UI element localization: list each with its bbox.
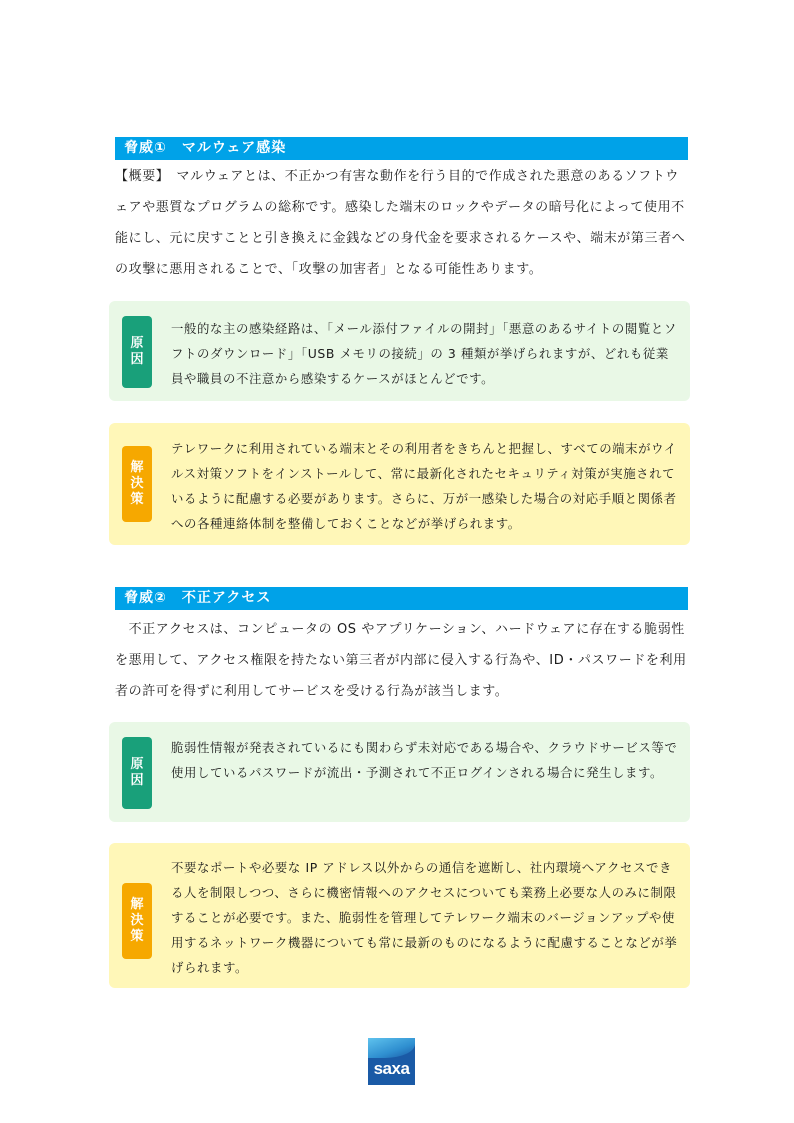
solution-box-malware [109,423,690,545]
logo-wave-icon [368,1038,415,1058]
saxa-logo [368,1038,415,1085]
overview-unauthorized-access: 不正アクセスは、コンピュータの OS やアプリケーション、ハードウェアに存在する脆弱性を悪用して、アクセス権限を持たない第三者が内部に侵入する行為や、ID・パスワードを利用者の許可を得ずに利用してサービスを受ける行為が該当します。 [115,622,687,699]
cause-badge-char: 因 [130,352,144,367]
solution-text-malware: テレワークに利用されている端末とその利用者をきちんと把握し、すべての端末がウイルス対策ソフトをインストールして、常に最新化されたセキュリティ対策が実施されているように配慮する必要があります。さらに、万が一感染した場合の対応手順と関係者への各種連絡体制を整備しておくことなどが挙げられます。 [171,441,677,531]
solution-badge [122,446,152,522]
solution-badge-char: 決 [130,476,144,491]
logo-text: saxa [373,1058,410,1078]
cause-box-unauthorized-access [109,722,690,822]
cause-box-malware [109,301,690,401]
cause-badge [122,316,152,388]
solution-badge-char: 解 [130,460,144,475]
solution-badge-char: 決 [130,913,144,928]
solution-badge-char: 解 [130,897,144,912]
overview-malware: 【概要】 マルウェアとは、不正かつ有害な動作を行う目的で作成された悪意のあるソフトウェアや悪質なプログラムの総称です。感染した端末のロックやデータの暗号化によって使用不能にし、元に戻すことと引き換えに金銭などの身代金を要求されるケースや、端末が第三者への攻撃に悪用されることで、「攻撃の加害者」となる可能性あります。 [115,169,686,277]
solution-badge [122,883,152,959]
cause-text-unauthorized-access: 脆弱性情報が発表されているにも関わらず未対応である場合や、クラウドサービス等で使用しているパスワードが流出・予測されて不正ログインされる場合に発生します。 [171,740,678,780]
cause-text-malware: 一般的な主の感染経路は、「メール添付ファイルの開封」「悪意のあるサイトの閲覧とソフトのダウンロード」「USB メモリの接続」の 3 種類が挙げられますが、どれも従業員や職員の不注意から感染するケースがほとんどです。 [171,321,677,386]
cause-badge [122,737,152,809]
cause-badge-char: 原 [130,757,144,772]
section-header-unauthorized-access: 脅威② 不正アクセス [115,587,688,610]
cause-badge-char: 原 [130,336,144,351]
solution-badge-char: 策 [130,929,144,944]
solution-badge-char: 策 [130,492,144,507]
section-header-malware: 脅威① マルウェア感染 [115,137,688,160]
solution-text-unauthorized-access: 不要なポートや必要な IP アドレス以外からの通信を遮断し、社内環境へアクセスできる人を制限しつつ、さらに機密情報へのアクセスについても業務上必要な人のみに制限することが必要です。また、脆弱性を管理してテレワーク端末のバージョンアップや使用するネットワーク機器についても常に最新のものになるように配慮することなどが挙げられます。 [171,860,678,975]
solution-box-unauthorized-access [109,843,690,988]
cause-badge-char: 因 [130,773,144,788]
